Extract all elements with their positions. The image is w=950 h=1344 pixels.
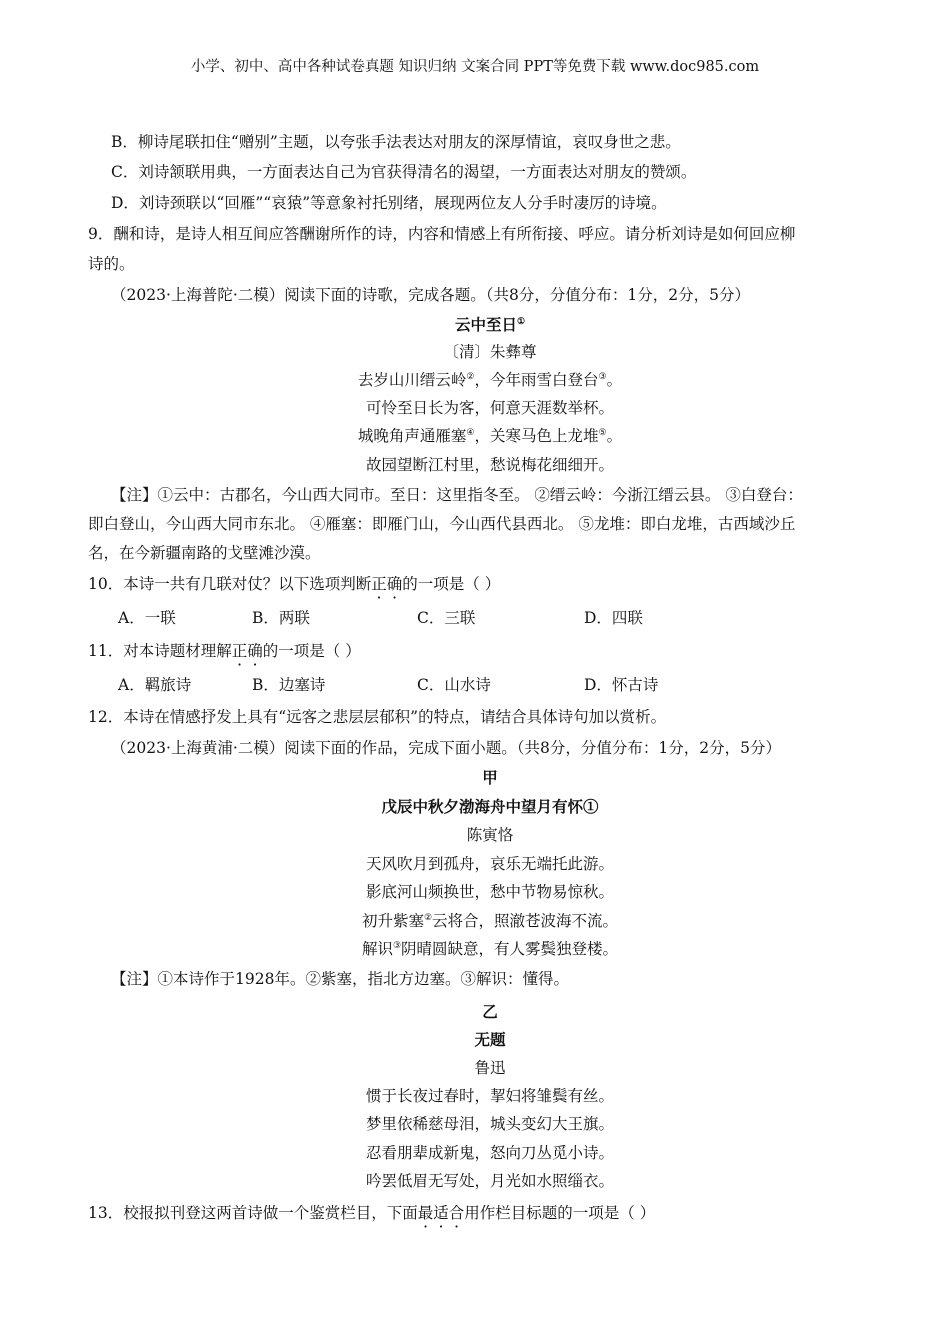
poem-a-line-2: 影底河山频换世，愁中节物易惊秋。 — [365, 883, 614, 901]
poem-b-label: 乙 — [482, 1002, 498, 1021]
poem-b-author: 鲁迅 — [474, 1059, 506, 1077]
q8-option-d: D．刘诗颈联以“回雁”“哀猿”等意象衬托别绪，展现两位友人分手时凄厉的诗境。 — [111, 194, 667, 212]
q11-choice-a: A．羁旅诗 — [118, 676, 192, 694]
poem1-note-3: 名，在今新疆南路的戈壁滩沙漠。 — [88, 544, 321, 562]
q8-option-c: C．刘诗颔联用典，一方面表达自己为官获得清名的渴望，一方面表达对朋友的赞颂。 — [111, 163, 697, 181]
q10-choice-d: D．四联 — [584, 609, 643, 627]
q11-stem: 11．对本诗题材理解正确的一项是（ ） — [88, 642, 361, 660]
poem-a-line-4: 解识③阴晴圆缺意，有人雾鬓独登楼。 — [361, 940, 619, 958]
q8-option-b: B．柳诗尾联扣住“赠别”主题，以夸张手法表达对朋友的深厚情谊，哀叹身世之悲。 — [111, 133, 681, 151]
poem1-title: 云中至日① — [454, 315, 526, 334]
poem1-author: 〔清〕朱彝尊 — [443, 343, 537, 361]
poem-a-title: 戊辰中秋夕渤海舟中望月有怀① — [381, 797, 599, 816]
poem-a-line-3: 初升紫塞②云将合，照澈苍波海不流。 — [361, 912, 619, 930]
poem-a-author: 陈寅恪 — [466, 826, 514, 844]
poem-a-line-1: 天风吹月到孤舟，哀乐无端托此游。 — [365, 855, 614, 873]
poem-a-label: 甲 — [482, 768, 498, 787]
poem-b-line-1: 惯于长夜过春时，挈妇将雏鬓有丝。 — [365, 1087, 614, 1105]
poem-a-note: 【注】①本诗作于1928年。②紫塞，指北方边塞。③解识：懂得。 — [111, 970, 569, 988]
section2-intro: （2023·上海黄浦·二模）阅读下面的作品，完成下面小题。（共8分，分值分布：1分，2分，5分） — [111, 739, 781, 757]
q12-stem: 12．本诗在情感抒发上具有“远客之悲层层郁积”的特点，请结合具体诗句加以赏析。 — [88, 708, 667, 726]
poem1-note-2: 即白登山，今山西大同市东北。 ④雁塞：即雁门山，今山西代县西北。 ⑤龙堆：即白龙堆，古西域沙丘 — [88, 515, 796, 533]
section1-intro: （2023·上海普陀·二模）阅读下面的诗歌，完成各题。（共8分，分值分布：1分，2分，5分） — [111, 286, 750, 304]
poem-b-title: 无题 — [474, 1030, 506, 1049]
poem1-line-3: 城晚角声通雁塞④，关寒马色上龙堆⑤。 — [357, 427, 623, 445]
poem-b-line-3: 忍看朋辈成新鬼，怒向刀丛觅小诗。 — [365, 1144, 614, 1162]
q9-line1: 9．酬和诗，是诗人相互间应答酬谢所作的诗，内容和情感上有所衔接、呼应。请分析刘诗是如何回应柳 — [88, 225, 796, 243]
poem1-note-1: 【注】①云中：古郡名，今山西大同市。至日：这里指冬至。 ②缙云岭：今浙江缙云县。 ③白登台： — [111, 486, 803, 504]
page-header: 小学、初中、高中各种试卷真题 知识归纳 文案合同 PPT等免费下载 www.doc985.com — [190, 59, 760, 75]
poem1-line-1: 去岁山川缙云岭②，今年雨雪白登台③。 — [357, 371, 623, 389]
q11-choice-d: D．怀古诗 — [584, 676, 659, 694]
q13-stem: 13．校报拟刊登这两首诗做一个鉴赏栏目，下面最适合用作栏目标题的一项是（ ） — [88, 1204, 656, 1222]
q10-choice-c: C．三联 — [417, 609, 476, 627]
q10-choice-b: B．两联 — [252, 609, 310, 627]
poem1-line-2: 可怜至日长为客，何意天涯数举杯。 — [365, 399, 614, 417]
q9-line2: 诗的。 — [88, 255, 135, 273]
q11-choice-c: C．山水诗 — [417, 676, 491, 694]
poem-b-line-4: 吟罢低眉无写处，月光如水照缁衣。 — [365, 1172, 614, 1190]
q11-choice-b: B．边塞诗 — [252, 676, 326, 694]
poem1-line-4: 故园望断江村里，愁说梅花细细开。 — [365, 456, 614, 474]
q10-stem: 10．本诗一共有几联对仗？以下选项判断正确的一项是（ ） — [88, 575, 501, 593]
poem-b-line-2: 梦里依稀慈母泪，城头变幻大王旗。 — [365, 1115, 614, 1133]
q10-choice-a: A．一联 — [118, 609, 176, 627]
